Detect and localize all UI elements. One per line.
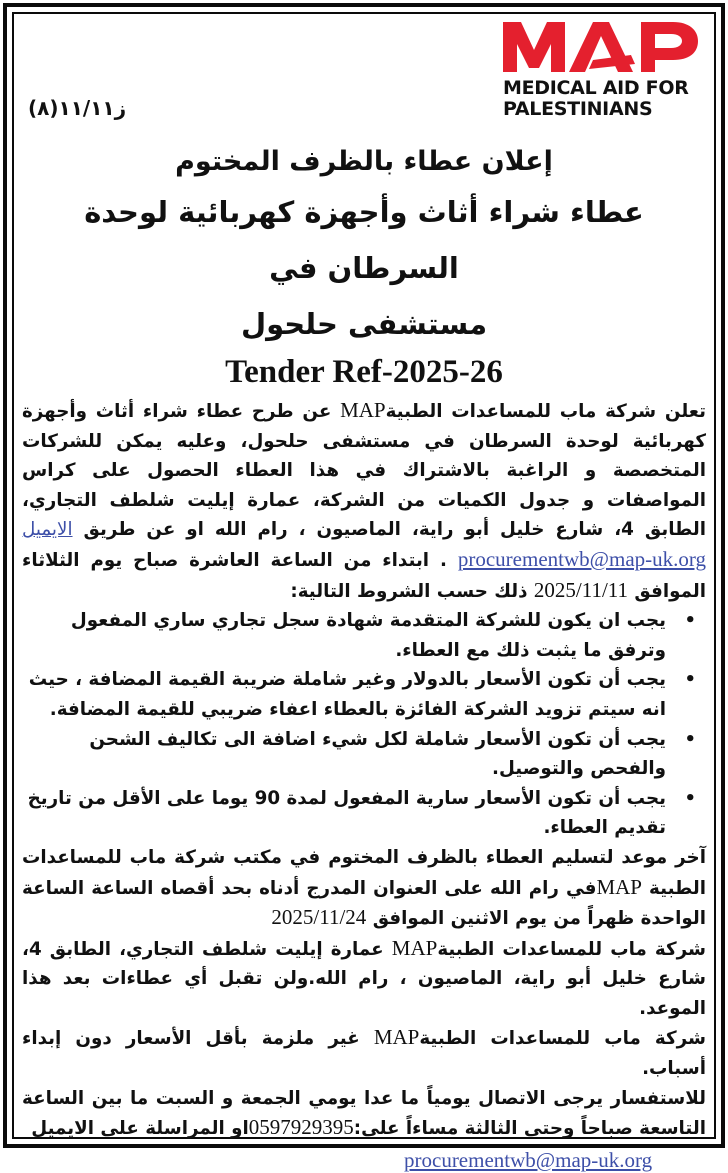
- disclaimer-text-1: شركة ماب للمساعدات الطبية: [419, 1028, 706, 1050]
- intro-text-2: عن طرح عطاء شراء أثاث وأجهزة كهربائية لوحدة السرطان في مستشفى حلحول، وعليه يمكن للشركات المتخصصة و الراغبة بالاشتراك في هذا العطاء الحصول على كراس المواصفات و جدول الكميات من الشركة، عمارة إيليت شلطف التجاري، الطابق 4، شارع خليل أبو راية، الماصيون ، رام الله او عن طريق: [22, 401, 706, 541]
- bullet-icon: •: [684, 669, 696, 691]
- address-text-1: شركة ماب للمساعدات الطبية: [437, 938, 706, 960]
- tender-subject-line2: مستشفى حلحول: [240, 307, 488, 341]
- intro-text-3: . ابتداء من الساعة العاشرة صباح يوم الثلاثاء الموافق: [22, 549, 706, 602]
- condition-item: [22, 665, 706, 724]
- logo-subtitle-line1: MEDICAL AID FOR: [503, 77, 689, 99]
- contact-paragraph: [22, 1084, 706, 1144]
- start-date: 2025/11/11: [533, 577, 629, 602]
- deadline-date: 2025/11/24: [271, 905, 367, 930]
- tender-announcement: [22, 140, 706, 1173]
- map-logo: [503, 22, 698, 120]
- condition-text: يجب ان يكون للشركة المتقدمة شهادة سجل تجاري ساري المفعول وترفق ما يثبت ذلك مع العطاء.: [70, 610, 666, 661]
- org-abbr: MAP: [391, 935, 438, 960]
- disclaimer-paragraph: [22, 1023, 706, 1083]
- deadline-text-1: آخر موعد لتسليم العطاء بالظرف المختوم في مكتب شركة ماب للمساعدات الطبية: [22, 846, 706, 899]
- email-label-link[interactable]: الايميل: [22, 519, 73, 541]
- disclaimer-text-2: غير ملزمة بأقل الأسعار دون إبداء أسباب.: [22, 1028, 706, 1080]
- contact-email-row: [22, 1148, 706, 1173]
- condition-text: يجب أن تكون الأسعار سارية المفعول لمدة 90 يوما على الأقل من تاريخ تقديم العطاء.: [27, 787, 666, 839]
- org-abbr: MAP: [373, 1025, 420, 1050]
- bullet-icon: •: [684, 787, 696, 809]
- intro-paragraph: [22, 396, 706, 606]
- contact-text-1: للاستفسار يرجى الاتصال يومياً ما عدا يومي الجمعة و السبت ما بين الساعة التاسعة صباحاً وحتى الثالثة مساءاً على:: [22, 1087, 706, 1140]
- condition-item: [22, 784, 706, 843]
- contact-email-link[interactable]: procurementwb@map-uk.org: [404, 1147, 653, 1172]
- condition-text: يجب أن تكون الأسعار بالدولار وغير شاملة ضريبة القيمة المضافة ، حيث انه سيتم تزويد الشركة الفائزة بالعطاء اعفاء ضريبي للقيمة المضافة.: [28, 669, 666, 720]
- map-wordmark-icon: [503, 22, 698, 72]
- condition-text: يجب أن تكون الأسعار شاملة لكل شيء اضافة الى تكاليف الشحن والفحص والتوصيل.: [89, 728, 666, 780]
- condition-item: [22, 606, 706, 665]
- address-text-2: عمارة إيليت شلطف التجاري، الطابق 4، شارع خليل أبو راية، الماصيون ، رام الله.ولن تقبل أي عطاءات بعد هذا الموعد.: [22, 938, 706, 1019]
- bullet-icon: •: [684, 728, 696, 750]
- reference-code: ز١١/١١(٨): [28, 96, 127, 120]
- logo-subtitle: [503, 78, 698, 120]
- intro-text-1: تعلن شركة ماب للمساعدات الطبية: [385, 401, 706, 422]
- announcement-title: إعلان عطاء بالظرف المختوم: [175, 146, 553, 177]
- intro-text-4: ذلك حسب الشروط التالية:: [290, 580, 528, 602]
- conditions-list: [22, 606, 706, 843]
- deadline-text-2: في رام الله على العنوان المدرج أدناه بحد أقصاه الساعة الساعة الواحدة ظهراً من يوم الاثنين الموافق: [22, 877, 706, 930]
- tender-subject-line1: عطاء شراء أثاث وأجهزة كهربائية لوحدة السرطان في: [84, 195, 644, 285]
- logo-subtitle-line2: PALESTINIANS: [503, 98, 653, 120]
- contact-phone: 0597929395: [248, 1115, 354, 1140]
- procurement-email-link[interactable]: procurementwb@map-uk.org: [457, 546, 706, 571]
- org-abbr: MAP: [340, 398, 386, 422]
- address-paragraph: [22, 934, 706, 1024]
- tender-reference: Tender Ref-2025-26: [225, 354, 503, 390]
- contact-text-2: او المراسلة على الايميل: [31, 1118, 249, 1140]
- deadline-paragraph: [22, 843, 706, 934]
- org-abbr: MAP: [596, 874, 642, 899]
- bullet-icon: •: [684, 610, 696, 632]
- condition-item: [22, 725, 706, 784]
